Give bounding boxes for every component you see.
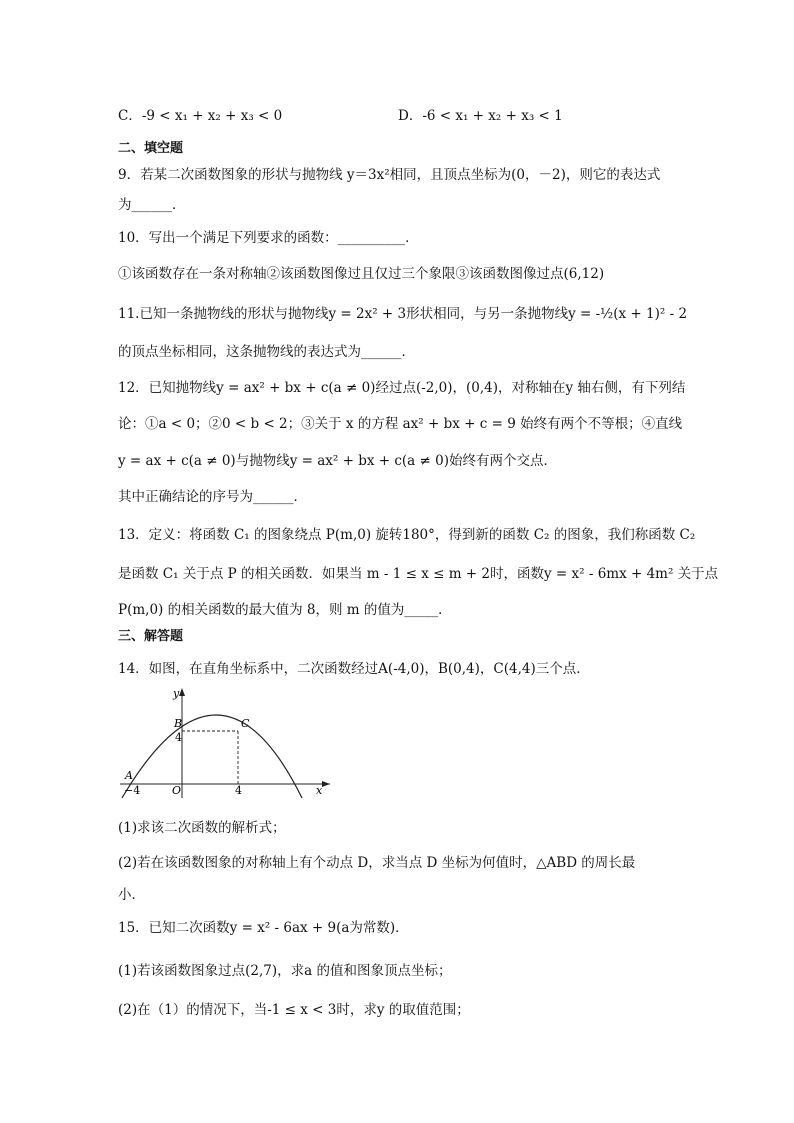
parabola-figure	[116, 684, 336, 800]
question-13-line-1: 13．定义：将函数 C₁ 的图象绕点 P(m,0) 旋转180°，得到新的函数 C₂ 的图象，我们称函数 C₂	[118, 527, 696, 543]
y-tick-4-label: 4	[175, 731, 182, 744]
question-11-line-2: 的顶点坐标相同，这条抛物线的表达式为______．	[118, 344, 415, 360]
question-12-line-1: 12．已知抛物线y = ax² + bx + c(a ≠ 0)经过点(-2,0)，(0,4)，对称轴在y 轴右侧，有下列结	[118, 380, 686, 396]
question-14-part-2-line-2: 小．	[118, 887, 145, 903]
y-axis-arrow	[179, 688, 185, 696]
x-tick-4-label: 4	[235, 784, 242, 797]
y-axis-label: y	[173, 687, 180, 700]
x-axis-label: x	[316, 784, 323, 797]
parabola-graph	[116, 684, 336, 800]
question-10-line-2: ①该函数存在一条对称轴②该函数图像过且仅过三个象限③该函数图像过点(6,12)	[118, 266, 605, 282]
question-15-line-1: 15．已知二次函数y = x² - 6ax + 9(a为常数)．	[118, 920, 409, 936]
x-axis-arrow	[322, 781, 330, 787]
question-12-line-3: y = ax + c(a ≠ 0)与抛物线y = ax² + bx + c(a ≠ 0)始终有两个交点．	[118, 453, 557, 469]
point-a-label: A	[125, 769, 133, 782]
question-14-part-2-line-1: (2)若在该函数图象的对称轴上有个动点 D，求当点 D 坐标为何值时，△ABD 的周长最	[118, 855, 636, 871]
question-10-line-1: 10．写出一个满足下列要求的函数：__________．	[118, 230, 419, 246]
question-9-line-2: 为______．	[118, 197, 186, 213]
question-9-line-1: 9．若某二次函数图象的形状与抛物线 y＝3x²相同，且顶点坐标为(0，－2)，则它的表达式	[118, 167, 661, 183]
section-heading-fill-blank: 二、填空题	[118, 141, 184, 156]
question-13-line-2: 是函数 C₁ 关于点 P 的相关函数．如果当 m - 1 ≤ x ≤ m + 2时，函数y = x² - 6mx + 4m² 关于点	[118, 566, 719, 582]
x-tick-neg4-label: −4	[124, 784, 141, 797]
question-11-line-1: 11.已知一条抛物线的形状与抛物线y = 2x² + 3形状相同，与另一条抛物线y = -½(x + 1)² - 2	[118, 306, 688, 322]
question-12-line-2: 论：①a < 0；②0 < b < 2；③关于 x 的方程 ax² + bx + c = 9 始终有两个不等根；④直线	[118, 416, 683, 432]
option-c: C．-9 < x₁ + x₂ + x₃ < 0	[118, 108, 283, 124]
option-d: D．-6 < x₁ + x₂ + x₃ < 1	[398, 108, 563, 124]
point-c-label: C	[241, 717, 250, 730]
question-14-line-1: 14．如图，在直角坐标系中，二次函数经过A(-4,0)，B(0,4)，C(4,4)三个点．	[118, 661, 590, 677]
origin-label: O	[172, 784, 182, 797]
question-12-line-4: 其中正确结论的序号为______．	[118, 489, 307, 505]
question-15-part-1: (1)若该函数图象过点(2,7)，求a 的值和图象顶点坐标；	[118, 963, 452, 979]
parabola-curve	[122, 715, 302, 798]
section-heading-solve: 三、解答题	[118, 629, 184, 644]
point-b-label: B	[174, 717, 183, 730]
question-15-part-2: (2)在（1）的情况下，当-1 ≤ x < 3时，求y 的取值范围；	[118, 1002, 470, 1018]
question-13-line-3: P(m,0) 的相关函数的最大值为 8，则 m 的值为_____．	[118, 602, 452, 618]
question-14-part-1: (1)求该二次函数的解析式；	[118, 820, 286, 836]
